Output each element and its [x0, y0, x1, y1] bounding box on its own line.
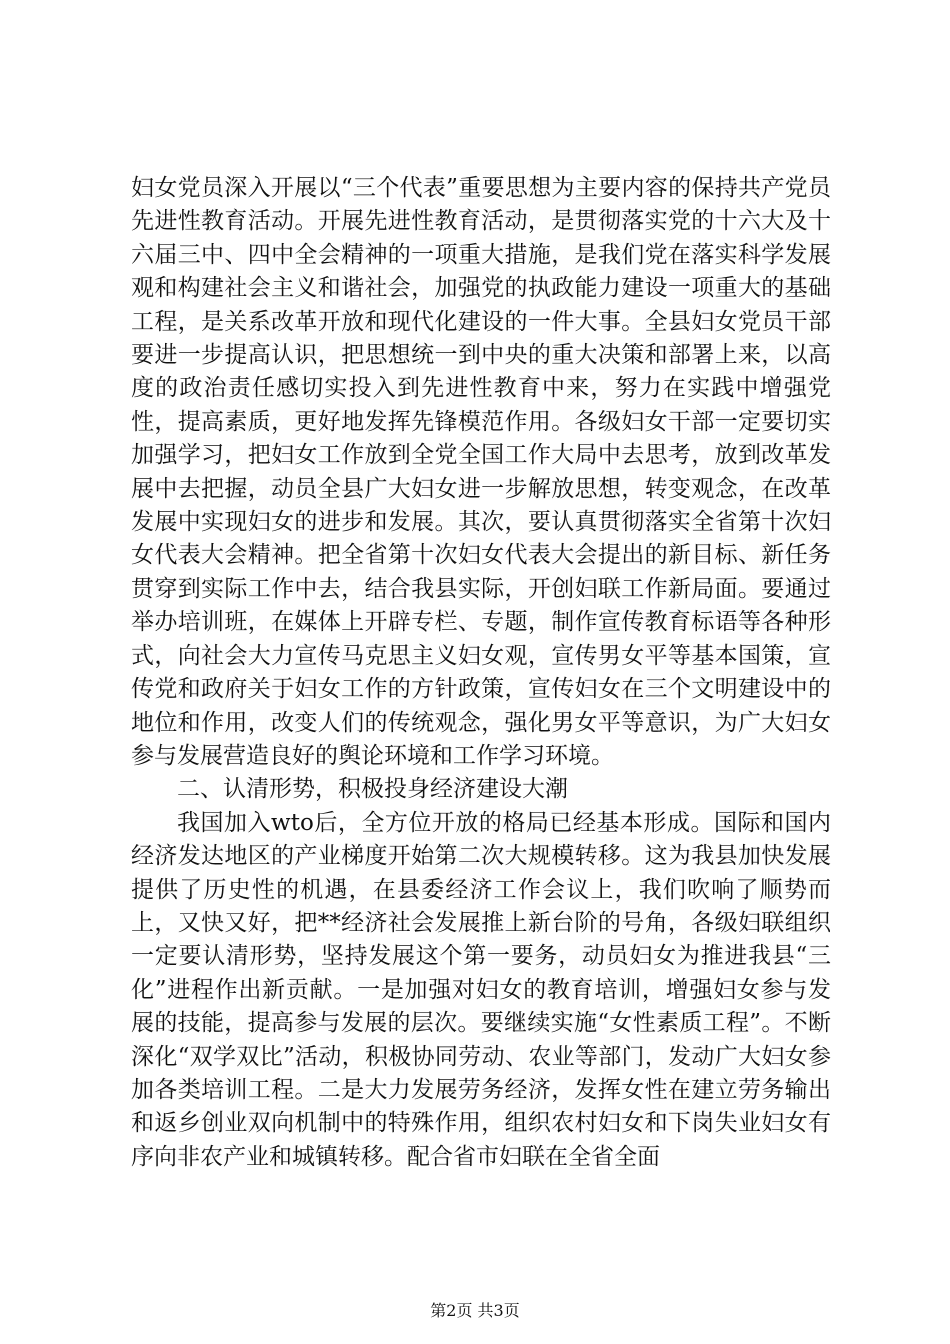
- page-footer: [0, 1298, 950, 1321]
- document-body: [131, 172, 831, 1174]
- body-paragraph-2: 我国加入wto后，全方位开放的格局已经基本形成。国际和国内经济发达地区的产业梯度开始第二次大规模转移。这为我县加快发展提供了历史性的机遇，在县委经济工作会议上，我们吹响了顺势而上，又快又好，把**经济社会发展推上新台阶的号角，各级妇联组织一定要认清形势，坚持发展这个第一要务，动员妇女为推进我县“三化”进程作出新贡献。一是加强对妇女的教育培训，增强妇女参与发展的技能，提高参与发展的层次。要继续实施“女性素质工程”。不断深化“双学双比”活动，积极协同劳动、农业等部门，发动广大妇女参加各类培训工程。二是大力发展劳务经济，发挥女性在建立劳务输出和返乡创业双向机制中的特殊作用，组织农村妇女和下岗失业妇女有序向非农产业和城镇转移。配合省市妇联在全省全面: [131, 809, 831, 1170]
- section-heading-2: 二、认清形势，积极投身经济建设大潮: [177, 776, 568, 803]
- body-paragraph-1: 妇女党员深入开展以“三个代表”重要思想为主要内容的保持共产党员先进性教育活动。开展先进性教育活动，是贯彻落实党的十六大及十六届三中、四中全会精神的一项重大措施，是我们党在落实科学发展观和构建社会主义和谐社会，加强党的执政能力建设一项重大的基础工程，是关系改革开放和现代化建设的一件大事。全县妇女党员干部要进一步提高认识，把思想统一到中央的重大决策和部署上来，以高度的政治责任感切实投入到先进性教育中来，努力在实践中增强党性，提高素质，更好地发挥先锋模范作用。各级妇女干部一定要切实加强学习，把妇女工作放到全党全国工作大局中去思考，放到改革发展中去把握，动员全县广大妇女进一步解放思想，转变观念，在改革发展中实现妇女的进步和发展。其次，要认真贯彻落实全省第十次妇女代表大会精神。把全省第十次妇女代表大会提出的新目标、新任务贯穿到实际工作中去，结合我县实际，开创妇联工作新局面。要通过举办培训班，在媒体上开辟专栏、专题，制作宣传教育标语等各种形式，向社会大力宣传马克思主义妇女观，宣传男女平等基本国策，宣传党和政府关于妇女工作的方针政策，宣传妇女在三个文明建设中的地位和作用，改变人们的传统观念，强化男女平等意识，为广大妇女参与发展营造良好的舆论环境和工作学习环境。: [131, 175, 831, 769]
- page-indicator: 第2页 共3页: [430, 1301, 520, 1320]
